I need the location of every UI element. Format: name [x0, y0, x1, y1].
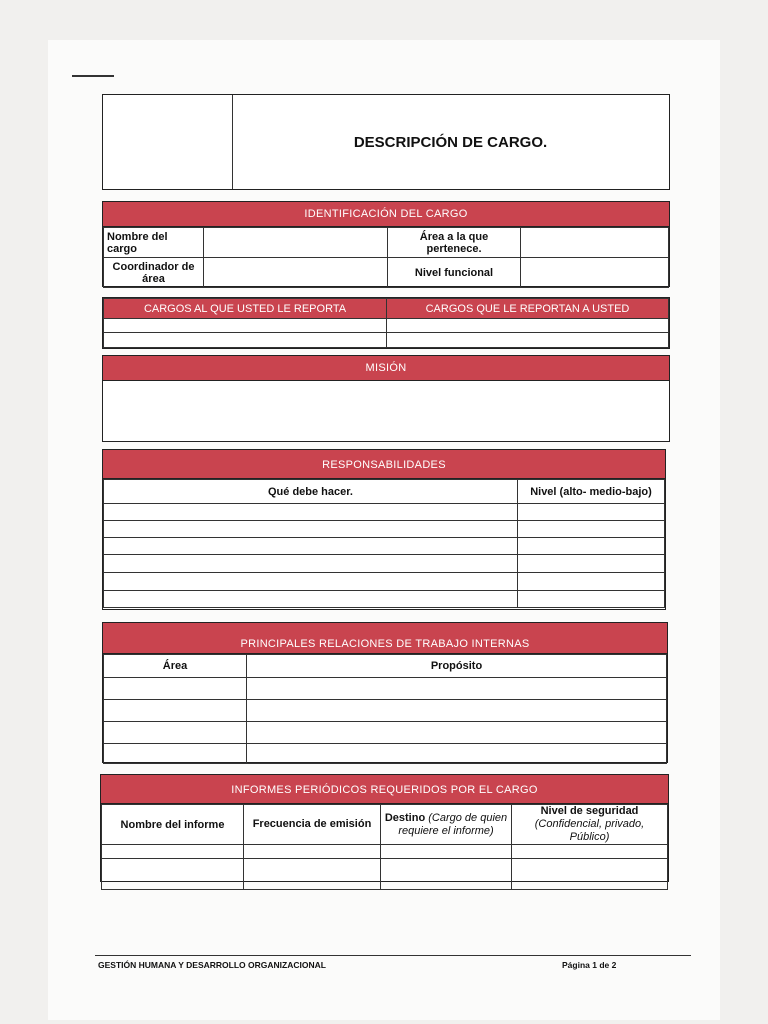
table-row: [104, 678, 667, 700]
identificacion-section: [102, 201, 670, 287]
le-reportan-field-2[interactable]: [387, 333, 669, 348]
frecuencia-field[interactable]: [244, 859, 381, 890]
nivel-field[interactable]: [518, 504, 665, 521]
area-field[interactable]: [104, 700, 247, 722]
nivel-field[interactable]: [518, 573, 665, 591]
proposito-header: Propósito: [247, 655, 667, 678]
table-row: [104, 521, 665, 538]
seguridad-header: [512, 805, 668, 845]
informes-header: INFORMES PERIÓDICOS REQUERIDOS POR EL CARGO: [101, 775, 668, 804]
seguridad-label: Nivel de seguridad: [540, 805, 639, 817]
le-reportan-header: CARGOS QUE LE REPORTAN A USTED: [387, 299, 669, 319]
que-debe-hacer-field[interactable]: [104, 573, 518, 591]
que-debe-hacer-field[interactable]: [104, 504, 518, 521]
mision-header: MISIÓN: [103, 356, 669, 381]
reporta-header: CARGOS AL QUE USTED LE REPORTA: [104, 299, 387, 319]
destino-label: Destino: [384, 811, 426, 824]
footer-department: GESTIÓN HUMANA Y DESARROLLO ORGANIZACIONAL: [98, 960, 326, 970]
table-row: [104, 573, 665, 591]
responsabilidades-header: RESPONSABILIDADES: [103, 450, 665, 479]
seguridad-note: (Confidencial, privado, Público): [534, 818, 645, 843]
table-row: [104, 722, 667, 744]
relaciones-section: [102, 622, 668, 763]
nivel-field[interactable]: [518, 521, 665, 538]
reporta-field-1[interactable]: [104, 319, 387, 333]
destino-field[interactable]: [381, 859, 512, 890]
reportes-section: [102, 297, 670, 349]
logo-cell: [103, 95, 233, 189]
responsabilidades-section: [102, 449, 666, 610]
reporta-field-2[interactable]: [104, 333, 387, 348]
coordinador-field[interactable]: [204, 258, 388, 288]
que-debe-hacer-header: Qué debe hacer.: [104, 480, 518, 504]
proposito-field[interactable]: [247, 722, 667, 744]
table-row: [104, 504, 665, 521]
mision-section: [102, 355, 670, 442]
table-row: [102, 845, 668, 859]
nivel-field[interactable]: [518, 591, 665, 608]
area-header: Área: [104, 655, 247, 678]
nivel-field[interactable]: [518, 555, 665, 573]
area-pertenece-label: Área a la que pertenece.: [388, 228, 521, 258]
table-row: [104, 555, 665, 573]
nivel-field[interactable]: [518, 538, 665, 555]
identificacion-header: IDENTIFICACIÓN DEL CARGO: [103, 202, 669, 227]
seguridad-field[interactable]: [512, 859, 668, 890]
destino-header: [381, 805, 512, 845]
nombre-cargo-field[interactable]: [204, 228, 388, 258]
que-debe-hacer-field[interactable]: [104, 521, 518, 538]
table-row: [104, 538, 665, 555]
table-row: [104, 744, 667, 764]
frecuencia-header: Frecuencia de emisión: [244, 805, 381, 845]
margin-mark: [72, 75, 114, 77]
que-debe-hacer-field[interactable]: [104, 591, 518, 608]
nombre-cargo-label: Nombre del cargo: [104, 228, 204, 258]
nombre-informe-header: Nombre del informe: [102, 805, 244, 845]
footer-divider: [95, 955, 691, 956]
mision-field[interactable]: [103, 381, 669, 441]
nivel-funcional-field[interactable]: [521, 258, 669, 288]
proposito-field[interactable]: [247, 678, 667, 700]
proposito-field[interactable]: [247, 700, 667, 722]
nombre-informe-field[interactable]: [102, 845, 244, 859]
document-title: DESCRIPCIÓN DE CARGO.: [353, 133, 548, 151]
table-row: [104, 700, 667, 722]
area-pertenece-field[interactable]: [521, 228, 669, 258]
frecuencia-field[interactable]: [244, 845, 381, 859]
que-debe-hacer-field[interactable]: [104, 555, 518, 573]
le-reportan-field-1[interactable]: [387, 319, 669, 333]
table-row: [104, 591, 665, 608]
seguridad-field[interactable]: [512, 845, 668, 859]
nombre-informe-field[interactable]: [102, 859, 244, 890]
table-row: [102, 859, 668, 890]
informes-section: [100, 774, 669, 882]
page-number: Página 1 de 2: [562, 960, 617, 970]
area-field[interactable]: [104, 722, 247, 744]
proposito-field[interactable]: [247, 744, 667, 764]
que-debe-hacer-field[interactable]: [104, 538, 518, 555]
relaciones-header: PRINCIPALES RELACIONES DE TRABAJO INTERNAS: [103, 623, 667, 654]
destino-field[interactable]: [381, 845, 512, 859]
nivel-funcional-label: Nivel funcional: [388, 258, 521, 288]
area-field[interactable]: [104, 744, 247, 764]
area-field[interactable]: [104, 678, 247, 700]
title-box: [102, 94, 670, 190]
coordinador-label: Coordinador de área: [104, 258, 204, 288]
nivel-header: Nivel (alto- medio-bajo): [518, 480, 665, 504]
destino-note: (Cargo de quien requiere el informe): [398, 811, 508, 837]
